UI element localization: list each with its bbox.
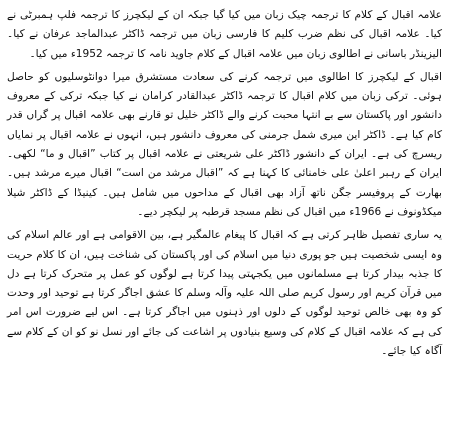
paragraph-scholars: اقبال کے لیکچرز کا اطالوی میں ترجمہ کرنے کی سعادت مستشرق میرا دوانٹوسلیوں کو حاصل ہوئی۔ ترکی زبان میں کلام اقبال کا ترجمہ ڈاکٹر عبدالقادر کرامان نے کیا جبکہ ترکی کے معروف دانشور اور پاکستان سے بے انتہا محبت کرنے والے ڈاکٹر خلیل تو قارنے بھی علامہ اقبال پر گراں قدر کام کیا ہے۔ ڈاکٹر این میری شمل جرمنی کی معروف دانشور ہیں، انہوں نے علامہ اقبال پر نمایاں ریسرچ کی ہے۔ ایران کے دانشور ڈاکٹر علی شریعتی نے علامہ اقبال پر کتاب ”اقبال و ما“ لکھی۔ ایران کے رہبر اعلیٰ علی خامنائی کا کہنا ہے کہ ”اقبال مرشد من است“ اقبال میرے مرشد ہیں۔ بھارت کے پروفیسر جگن ناتھ آزاد بھی اقبال کے مداحوں میں شامل ہیں۔ کینیڈا کے ڈاکٹر شیلا میکڈونوف نے 1966ء میں اقبال کی نظم مسجد قرطبہ پر لیکچر دیے۔ <box>7 70 442 218</box>
paragraph-translations: علامہ اقبال کے کلام کا ترجمہ چیک زبان میں کیا گیا جبکہ ان کے لیکچرز کا ترجمہ فلپ ہمبرٹی نے کیا۔ علامہ اقبال کی نظم ضرب کلیم کا فارسی زبان میں ترجمہ ڈاکٹر عبدالماجد عرفان نے کیا۔ الیزینڈر باسانی نے اطالوی زبان میں علامہ اقبال کے کلام جاوید نامہ کا ترجمہ 1952ء میں کیا۔ <box>7 9 442 60</box>
paragraph-conclusion: یہ ساری تفصیل ظاہر کرتی ہے کہ اقبال کا پیغام عالمگیر ہے، بین الاقوامی ہے اور عالم اسلام کی وہ ایسی شخصیت ہیں جو پوری دنیا میں اسلام کی اور پاکستان کی شناخت ہیں، ان کا کلام حریت کا جذبہ بیدار کرتا ہے مسلمانوں میں یکجہتی پیدا کرتا ہے لوگوں کو عمل پر متحرک کرتا ہے دل میں قرآن کریم اور رسول کریم صلی اللہ علیہ وآلہ وسلم کا عشق اجاگر کرتا ہے توحید اور وحدت کو وہ بھی خالص توحید لوگوں کے دلوں اور ذہنوں میں اجاگر کرتا ہے۔ اس لیے ضرورت اس امر کی ہے کہ علامہ اقبال کے کلام کی وسیع بنیادوں پر اشاعت کی جائے اور نسل نو کو ان کے کلام سے آگاہ کیا جائے۔ <box>7 229 442 358</box>
